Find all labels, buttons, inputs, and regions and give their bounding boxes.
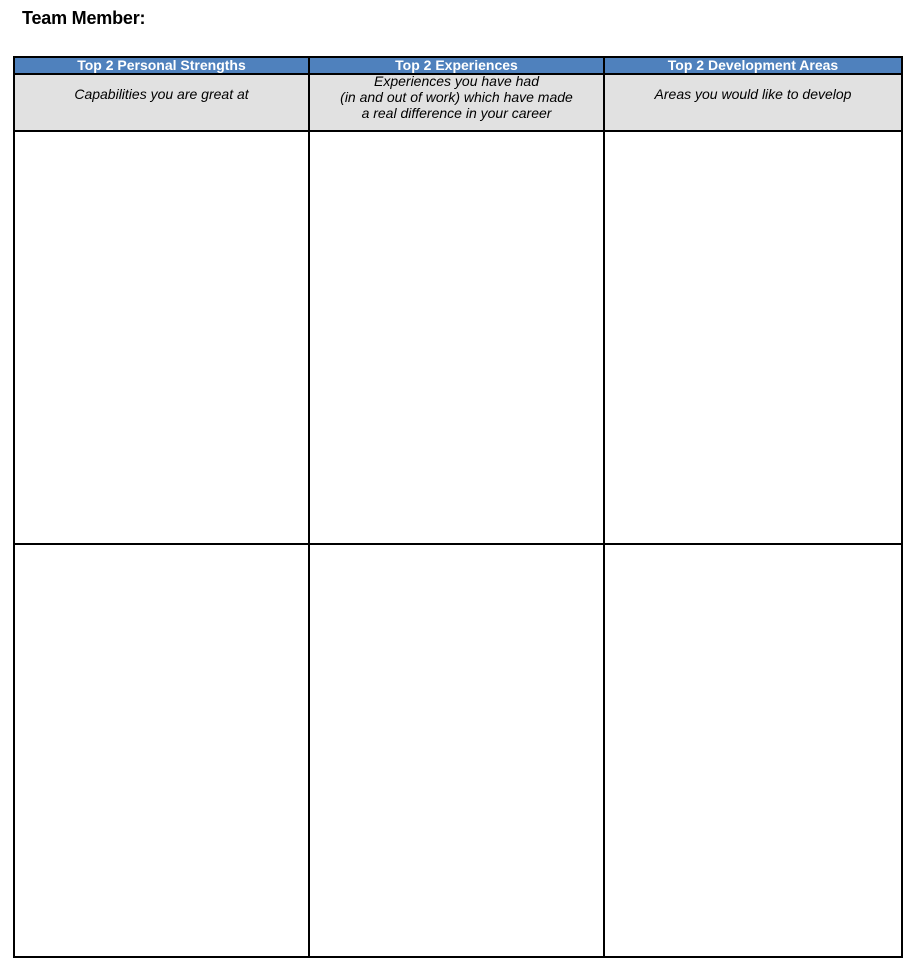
description-text: Capabilities you are great at bbox=[74, 86, 249, 102]
entry-row-1 bbox=[14, 131, 902, 544]
entry-cell-experience-2[interactable] bbox=[309, 544, 604, 957]
page-title: Team Member: bbox=[22, 8, 146, 28]
description-line: a real difference in your career bbox=[361, 105, 552, 121]
entry-cell-development-2[interactable] bbox=[604, 544, 902, 957]
heading-personal-strengths: Top 2 Personal Strengths bbox=[14, 57, 309, 74]
entry-row-2 bbox=[14, 544, 902, 957]
heading-experiences: Top 2 Experiences bbox=[309, 57, 604, 74]
description-line: (in and out of work) which have made bbox=[340, 89, 573, 105]
development-worksheet-table bbox=[13, 56, 903, 958]
entry-cell-development-1[interactable] bbox=[604, 131, 902, 544]
description-row bbox=[14, 74, 902, 131]
entry-cell-experience-1[interactable] bbox=[309, 131, 604, 544]
entry-cell-strength-1[interactable] bbox=[14, 131, 309, 544]
description-text: Areas you would like to develop bbox=[654, 86, 852, 102]
entry-cell-strength-2[interactable] bbox=[14, 544, 309, 957]
description-development-areas bbox=[604, 74, 902, 131]
column-heading-row bbox=[14, 57, 902, 74]
heading-development-areas: Top 2 Development Areas bbox=[604, 57, 902, 74]
description-line: Experiences you have had bbox=[374, 73, 539, 89]
description-text-block bbox=[310, 73, 603, 121]
description-experiences bbox=[309, 74, 604, 131]
description-personal-strengths bbox=[14, 74, 309, 131]
